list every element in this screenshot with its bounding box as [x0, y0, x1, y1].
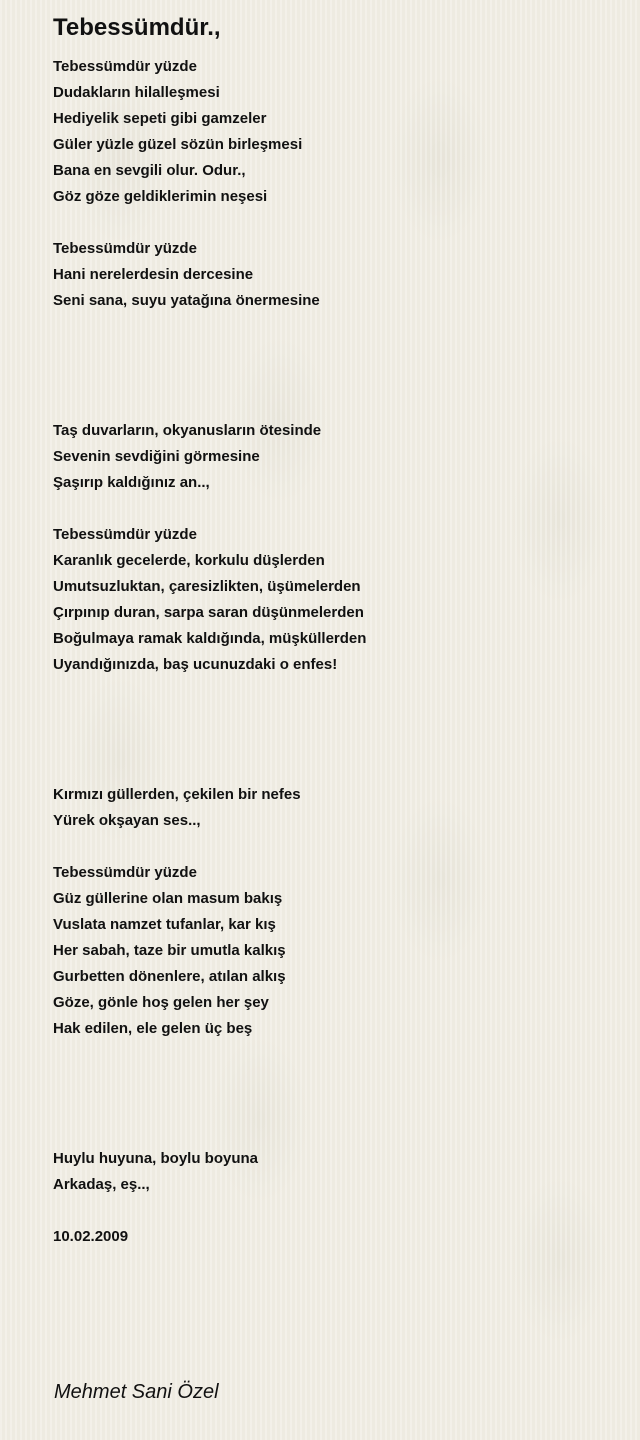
poem-line	[53, 678, 613, 704]
poem-line: Tebessümdür yüzde	[53, 526, 197, 543]
poem-line	[53, 496, 613, 522]
poem-author: Mehmet Sani Özel	[54, 1381, 219, 1403]
poem-line: Arkadaş, eş..,	[53, 1176, 150, 1193]
poem-line	[53, 340, 613, 366]
poem-line	[53, 210, 613, 236]
poem-line: 10.02.2009	[53, 1228, 129, 1245]
poem-line: Her sabah, taze bir umutla kalkış	[53, 942, 286, 959]
poem-line: Karanlık gecelerde, korkulu düşlerden	[53, 552, 325, 569]
poem-line: Hediyelik sepeti gibi gamzeler	[53, 110, 267, 127]
poem-line: Seni sana, suyu yatağına önermesine	[53, 292, 320, 309]
poem-line: Şaşırıp kaldığınız an..,	[53, 474, 210, 491]
poem-line	[53, 704, 613, 730]
poem-line: Güz güllerine olan masum bakış	[53, 890, 283, 907]
poem-line	[53, 1068, 613, 1094]
poem-line	[53, 1042, 613, 1068]
poem-line	[53, 392, 613, 418]
poem-container	[53, 10, 613, 1250]
poem-line	[53, 756, 613, 782]
poem-line	[53, 366, 613, 392]
poem-line: Kırmızı güllerden, çekilen bir nefes	[53, 786, 301, 803]
poem-line: Huylu huyuna, boylu boyuna	[53, 1150, 259, 1167]
poem-line: Göz göze geldiklerimin neşesi	[53, 188, 268, 205]
poem-line: Yürek okşayan ses..,	[53, 812, 201, 829]
poem-line: Boğulmaya ramak kaldığında, müşküllerden	[53, 630, 367, 647]
poem-line	[53, 1198, 613, 1224]
poem-line: Hak edilen, ele gelen üç beş	[53, 1020, 253, 1037]
poem-line: Tebessümdür yüzde	[53, 58, 197, 75]
poem-line	[53, 314, 613, 340]
poem-line: Göze, gönle hoş gelen her şey	[53, 994, 269, 1011]
poem-line: Uyandığınızda, baş ucunuzdaki o enfes!	[53, 656, 338, 673]
poem-line: Bana en sevgili olur. Odur.,	[53, 162, 246, 179]
poem-line: Tebessümdür yüzde	[53, 240, 197, 257]
poem-line	[53, 834, 613, 860]
poem-body	[53, 54, 613, 1250]
poem-line: Umutsuzluktan, çaresizlikten, üşümelerden	[53, 578, 361, 595]
poem-line: Taş duvarların, okyanusların ötesinde	[53, 422, 322, 439]
poem-line: Gurbetten dönenlere, atılan alkış	[53, 968, 286, 985]
poem-line: Sevenin sevdiğini görmesine	[53, 448, 260, 465]
poem-line: Vuslata namzet tufanlar, kar kış	[53, 916, 276, 933]
poem-line: Dudakların hilalleşmesi	[53, 84, 220, 101]
poem-line: Çırpınıp duran, sarpa saran düşünmelerden	[53, 604, 364, 621]
poem-line: Hani nerelerdesin dercesine	[53, 266, 254, 283]
poem-line: Güler yüzle güzel sözün birleşmesi	[53, 136, 303, 153]
poem-line: Tebessümdür yüzde	[53, 864, 197, 881]
poem-line	[53, 730, 613, 756]
poem-line	[53, 1120, 613, 1146]
poem-title: Tebessümdür.,	[53, 14, 221, 41]
poem-line	[53, 1094, 613, 1120]
